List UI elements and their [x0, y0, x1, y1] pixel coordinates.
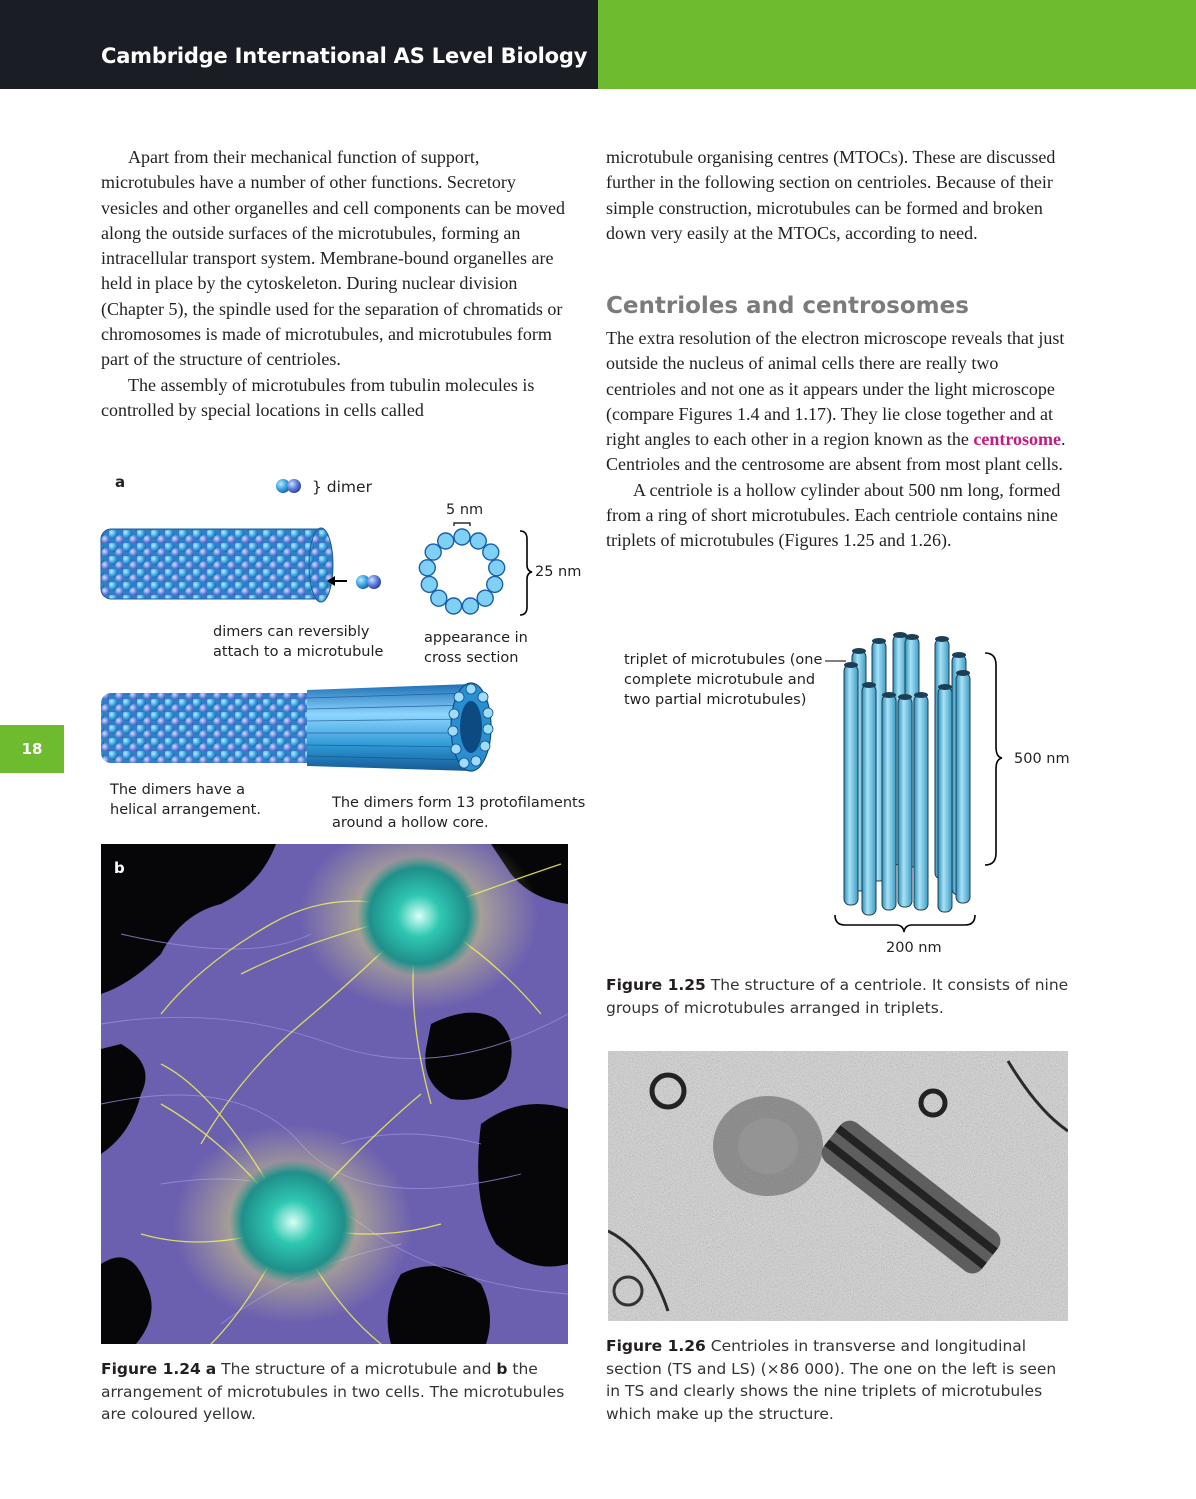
- figure-1-24-caption: Figure 1.24 a The structure of a microtubule and b the arrangement of microtubules in two cells. The microtubules are coloured yellow.: [101, 1360, 565, 1423]
- figure-label-a: a: [115, 473, 126, 491]
- five-nm-label: 5 nm: [446, 502, 484, 518]
- page-number: 18: [0, 725, 64, 773]
- book-title: Cambridge International AS Level Biology: [101, 44, 588, 68]
- triplet-label: triplet of microtubules (one complete microtubule and two partial microtubules): [624, 652, 823, 708]
- protofilaments-label: The dimers form 13 protofilaments around a hollow core.: [332, 795, 586, 831]
- helical-label: The dimers have a helical arrangement.: [110, 782, 261, 818]
- left-column: [101, 145, 567, 423]
- twentyfive-nm-label: 25 nm: [535, 564, 582, 580]
- figure-1-25-caption: Figure 1.25 The structure of a centriole. It consists of nine groups of microtubules arranged in triplets.: [606, 976, 1069, 1017]
- section-heading: Centrioles and centrosomes: [606, 293, 969, 319]
- paragraph: The assembly of microtubules from tubulin molecules is controlled by special locations in cells called: [101, 374, 535, 420]
- right-column-section: [606, 326, 1072, 554]
- electron-micrograph: [608, 1051, 1068, 1321]
- fluorescence-micrograph: [101, 844, 568, 1344]
- figure-1-26-caption: Figure 1.26 Centrioles in transverse and longitudinal section (TS and LS) (×86 000). The one on the left is seen in TS and clearly shows the nine triplets of microtubules which make up the structure.: [606, 1337, 1057, 1423]
- paragraph: The extra resolution of the electron microscope reveals that just outside the nucleus of animal cells there are really two centrioles and not one as it appears under the light microscope (compare Figures 1.4 and 1.17). They lie close together and at right angles to each other in a region known as the centrosome. Centrioles and the centrosome are absent from most plant cells.: [606, 328, 1066, 475]
- dimers-attach-label: dimers can reversibly attach to a microtubule: [213, 624, 384, 660]
- right-column-top: [606, 145, 1071, 246]
- paragraph: A centriole is a hollow cylinder about 500 nm long, formed from a ring of short microtubules. Each centriole contains nine triplets of microtubules (Figures 1.25 and 1.26).: [606, 479, 1061, 551]
- cross-section-label: appearance in cross section: [424, 630, 528, 666]
- header-accent: [598, 0, 1196, 89]
- paragraph: Apart from their mechanical function of support, microtubules have a number of other functions. Secretory vesicles and other organelles and cell components can be moved along the outside surfaces of the microtubules, forming an intracellular transport system. Membrane-bound organelles are held in place by the cytoskeleton. During nuclear division (Chapter 5), the spindle used for the separation of chromatids or chromosomes is made of microtubules, and microtubules form part of the structure of centrioles.: [101, 147, 566, 370]
- keyword-centrosome: centrosome: [973, 429, 1062, 450]
- length-label: 500 nm: [1014, 751, 1070, 767]
- dimer-label: } dimer: [312, 478, 372, 496]
- width-label: 200 nm: [886, 940, 942, 956]
- figure-label-b: b: [114, 859, 125, 877]
- paragraph: microtubule organising centres (MTOCs). These are discussed further in the following section on centrioles. Because of their simple construction, microtubules can be formed and broken down very easily at the MTOCs, according to need.: [606, 147, 1056, 243]
